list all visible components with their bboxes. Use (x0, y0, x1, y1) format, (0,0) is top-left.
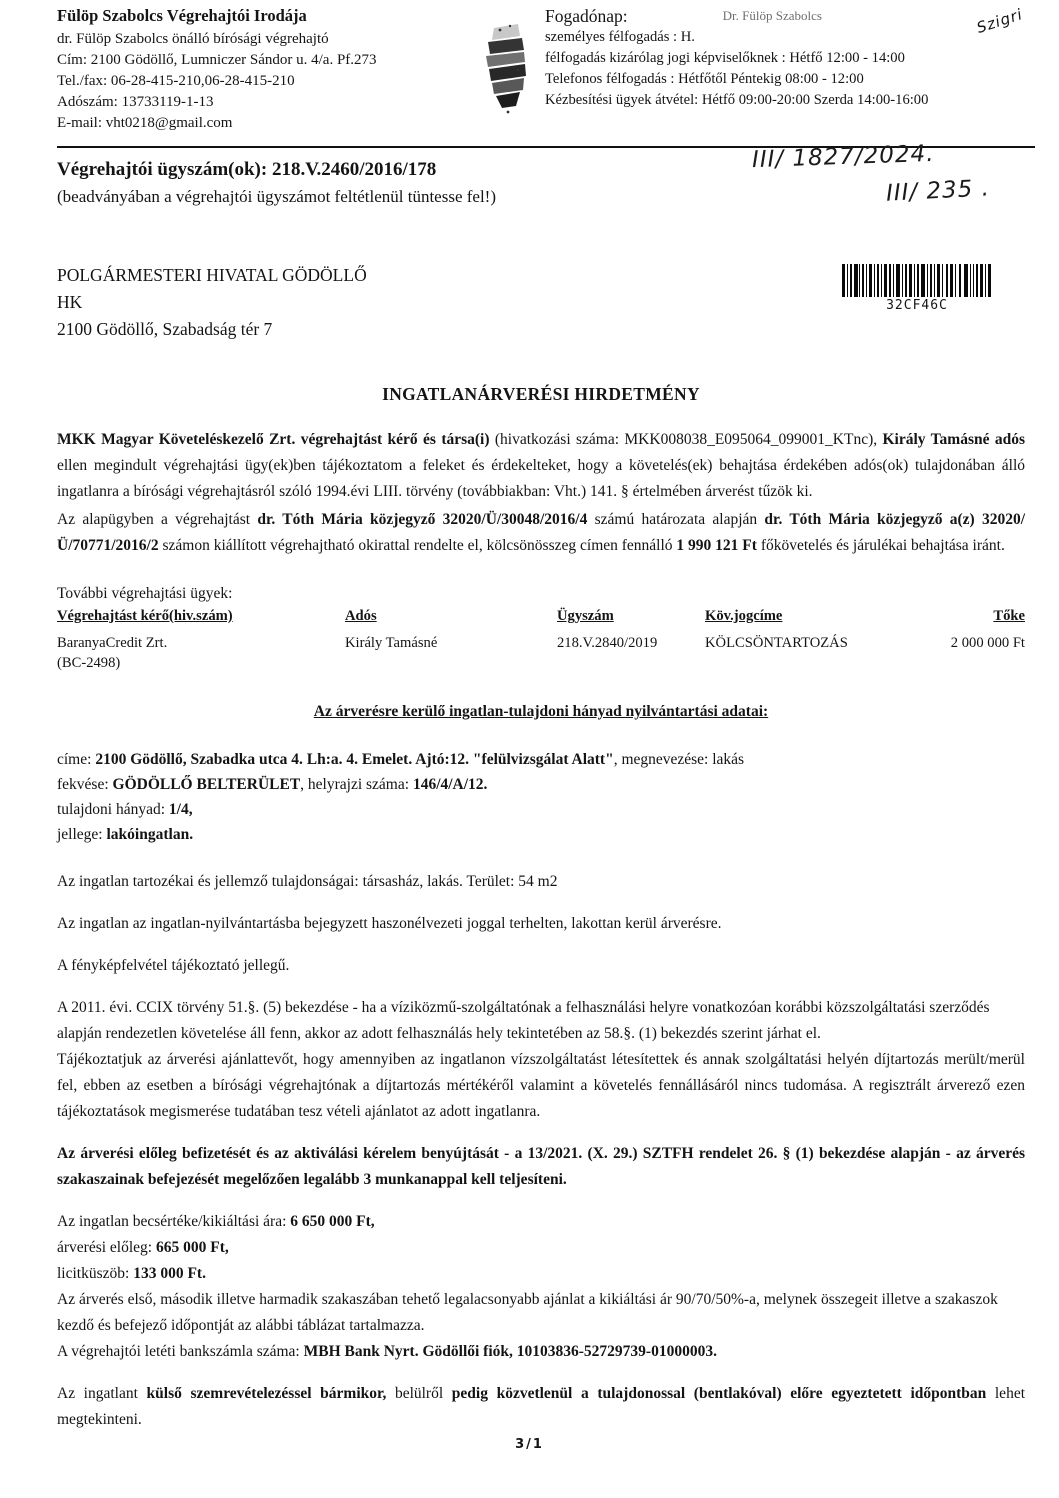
cell-applicant: BaranyaCredit Zrt. (BC-2498) (57, 635, 168, 671)
auction-stages-paragraph: Az árverés első, második illetve harmadik szakaszában tehető legalacsonyabb ajánlat a kikiáltási ár 90/70/50%-a, melynek összegeit illetve a szakaszok kezdő és befejező időpontját az alábbi táblázat tartalmazza. (57, 1291, 998, 1334)
recipient-address: POLGÁRMESTERI HIVATAL GÖDÖLLŐ HK 2100 Gödöllő, Szabadság tér 7 (57, 265, 367, 339)
recipient-block (57, 262, 1025, 362)
appraised-value-line: Az ingatlan becsértéke/kikiáltási ára: 6 650 000 Ft, (57, 1213, 375, 1230)
auction-deposit-line: árverési előleg: 665 000 Ft, (57, 1239, 229, 1256)
bank-account-line: A végrehajtói letéti bankszámla száma: MBH Bank Nyrt. Gödöllői fiók, 10103836-52729739-01000003. (57, 1343, 717, 1360)
cell-claim-title: KÖLCSÖNTARTOZÁS (705, 635, 848, 651)
case-number-block (57, 140, 1025, 238)
col-header-applicant: Végrehajtást kérő(hiv.szám) (57, 608, 233, 624)
cell-debtor: Király Tamásné (345, 635, 438, 651)
viewing-paragraph: Az ingatlant külső szemrevételezéssel bármikor, belülről pedig közvetlenül a tulajdonossal (bentlakóval) előre egyeztetett időpontban lehet megtekinteni. (57, 1385, 1026, 1428)
col-header-debtor: Adós (345, 608, 377, 624)
case-number-note: (beadványában a végrehajtói ügyszámot feltétlenül tüntesse fel!) (57, 187, 496, 206)
water-service-paragraph: Tájékoztatjuk az árverési ajánlattevőt, hogy amennyiben az ingatlanon vízszolgáltatást létesítettek és annak szolgáltatási helyén díjtartozás merült/merül fel, ebben az esetben a bírósági végrehajtónak a díjtartozás mértékéről valamint a követelés fennállásáról nincs tudomása. A regisztrált árverező ezen tájékoztatások megismerése tudatában tesz vételi ajánlatot az adott ingatlanra. (57, 1051, 1025, 1120)
property-location-line: fekvése: GÖDÖLLŐ BELTERÜLET, helyrajzi száma: 146/4/A/12. (57, 776, 488, 793)
handwritten-signature: Szigri (973, 5, 1025, 37)
letterhead (57, 6, 1025, 142)
barcode-block (817, 264, 1017, 313)
intro-paragraph: MKK Magyar Követeléskezelő Zrt. végrehajtást kérő és társa(i) (hivatkozási száma: MKK008038_E095064_099001_KTnc), Király Tamásné adós ellen megindult végrehajtási ügy(ek)ben tájékoztatom a feleket és érdekelteket, hogy a követelés(ek) behajtása érdekében adós(ok) tulajdonában álló ingatlanra a bírósági végrehajtásról szóló 1994.évi LIII. törvény (továbbiakban: Vht.) 141. § értelmében árverést tűzök ki. (57, 431, 1025, 500)
reception-hours-lines: személyes félfogadás : H. félfogadás kizárólag jogi képviselőknek : Hétfő 12:00 - 14:00 Telefonos félfogadás : Hétfőtől Péntekig 08:00 - 12:00 Kézbesítési ügyek átvétel: Hétfő 09:00-20:00 Szerda 14:00-16:00 (545, 29, 929, 108)
property-type-line: jellege: lakóingatlan. (57, 826, 194, 843)
handwritten-registry-number-1: III/ 1827/2024. (752, 140, 936, 174)
col-header-case-number: Ügyszám (557, 608, 614, 624)
basis-paragraph: Az alapügyben a végrehajtást dr. Tóth Mária közjegyző 32020/Ü/30048/2016/4 számú határozata alapján dr. Tóth Mária közjegyző a(z) 32020/Ü/70771/2016/2 számon kiállított végrehajtható okirattal rendelte el, kölcsönösszeg címen fennálló 1 990 121 Ft főkövetelés és járulékai behajtása iránt. (57, 511, 1025, 554)
further-cases-label: További végrehajtási ügyek: (57, 585, 233, 602)
reception-block (545, 6, 1015, 111)
page-number: 3/1 (515, 1437, 544, 1452)
ccix-law-paragraph: A 2011. évi. CCIX törvény 51.§. (5) bekezdése - ha a víziközmű-szolgáltatónak a felhasználási helyre vonatkozóan korábbi közszolgáltatási szerződés alapján rendezetlen követelése áll fenn, akkor az adott felhasználás hely tekintetében az 58.§. (1) bekezdés szerint járhat el. (57, 999, 990, 1042)
col-header-principal: Tőke (993, 608, 1025, 624)
coat-of-arms-logo (480, 20, 528, 116)
office-name: Fülöp Szabolcs Végrehajtói Irodája (57, 6, 307, 25)
usufruct-paragraph: Az ingatlan az ingatlan-nyilvántartásba bejegyzett haszonélvezeti joggal terhelten, lakottan kerül árverésre. (57, 915, 722, 932)
property-share-line: tulajdoni hányad: 1/4, (57, 801, 193, 818)
cell-principal: 2 000 000 Ft (950, 635, 1025, 651)
stamp-name: Dr. Fülöp Szabolcs (722, 8, 822, 23)
property-features-paragraph: Az ingatlan tartozékai és jellemző tulajdonságai: társasház, lakás. Terület: 54 m2 (57, 873, 558, 890)
document-title: INGATLANÁRVERÉSI HIRDETMÉNY (382, 384, 700, 404)
barcode-image (842, 264, 992, 297)
case-number: Végrehajtói ügyszám(ok): 218.V.2460/2016/178 (57, 159, 437, 180)
col-header-claim-title: Köv.jogcíme (705, 608, 783, 624)
office-contact-lines: dr. Fülöp Szabolcs önálló bírósági végrehajtó Cím: 2100 Gödöllő, Lumniczer Sándor u. 4/a. Pf.273 Tel./fax: 06-28-415-210,06-28-415-210 Adószám: 13733119-1-13 E-mail: vht0218@gmail.com (57, 31, 377, 131)
bid-threshold-line: licitküszöb: 133 000 Ft. (57, 1265, 206, 1282)
property-details (57, 747, 1025, 847)
office-block (57, 6, 487, 134)
property-address-line: címe: 2100 Gödöllő, Szabadka utca 4. Lh:a. 4. Emelet. Ajtó:12. "felülvizsgálat Alatt", megnevezése: lakás (57, 751, 745, 768)
handwritten-registry-number-2: III/ 235 . (885, 175, 991, 207)
deposit-deadline-paragraph: Az árverési előleg befizetését és az aktiválási kérelem benyújtását - a 13/2021. (X. 29.) SZTFH rendelet 26. § (1) bekezdése alapján - az árverés szakaszainak befejezését megelőzően legalább 3 munkanappal kell teljesíteni. (57, 1145, 1025, 1188)
property-section-heading: Az árverésre kerülő ingatlan-tulajdoni hányad nyilvántartási adatai: (313, 703, 769, 720)
barcode-code: 32CF46C (886, 298, 948, 313)
cell-case-number: 218.V.2840/2019 (557, 635, 658, 651)
further-cases-table (57, 605, 1025, 673)
photo-note-paragraph: A fényképfelvétel tájékoztató jellegű. (57, 957, 290, 974)
reception-title: Fogadónap: (545, 6, 628, 26)
